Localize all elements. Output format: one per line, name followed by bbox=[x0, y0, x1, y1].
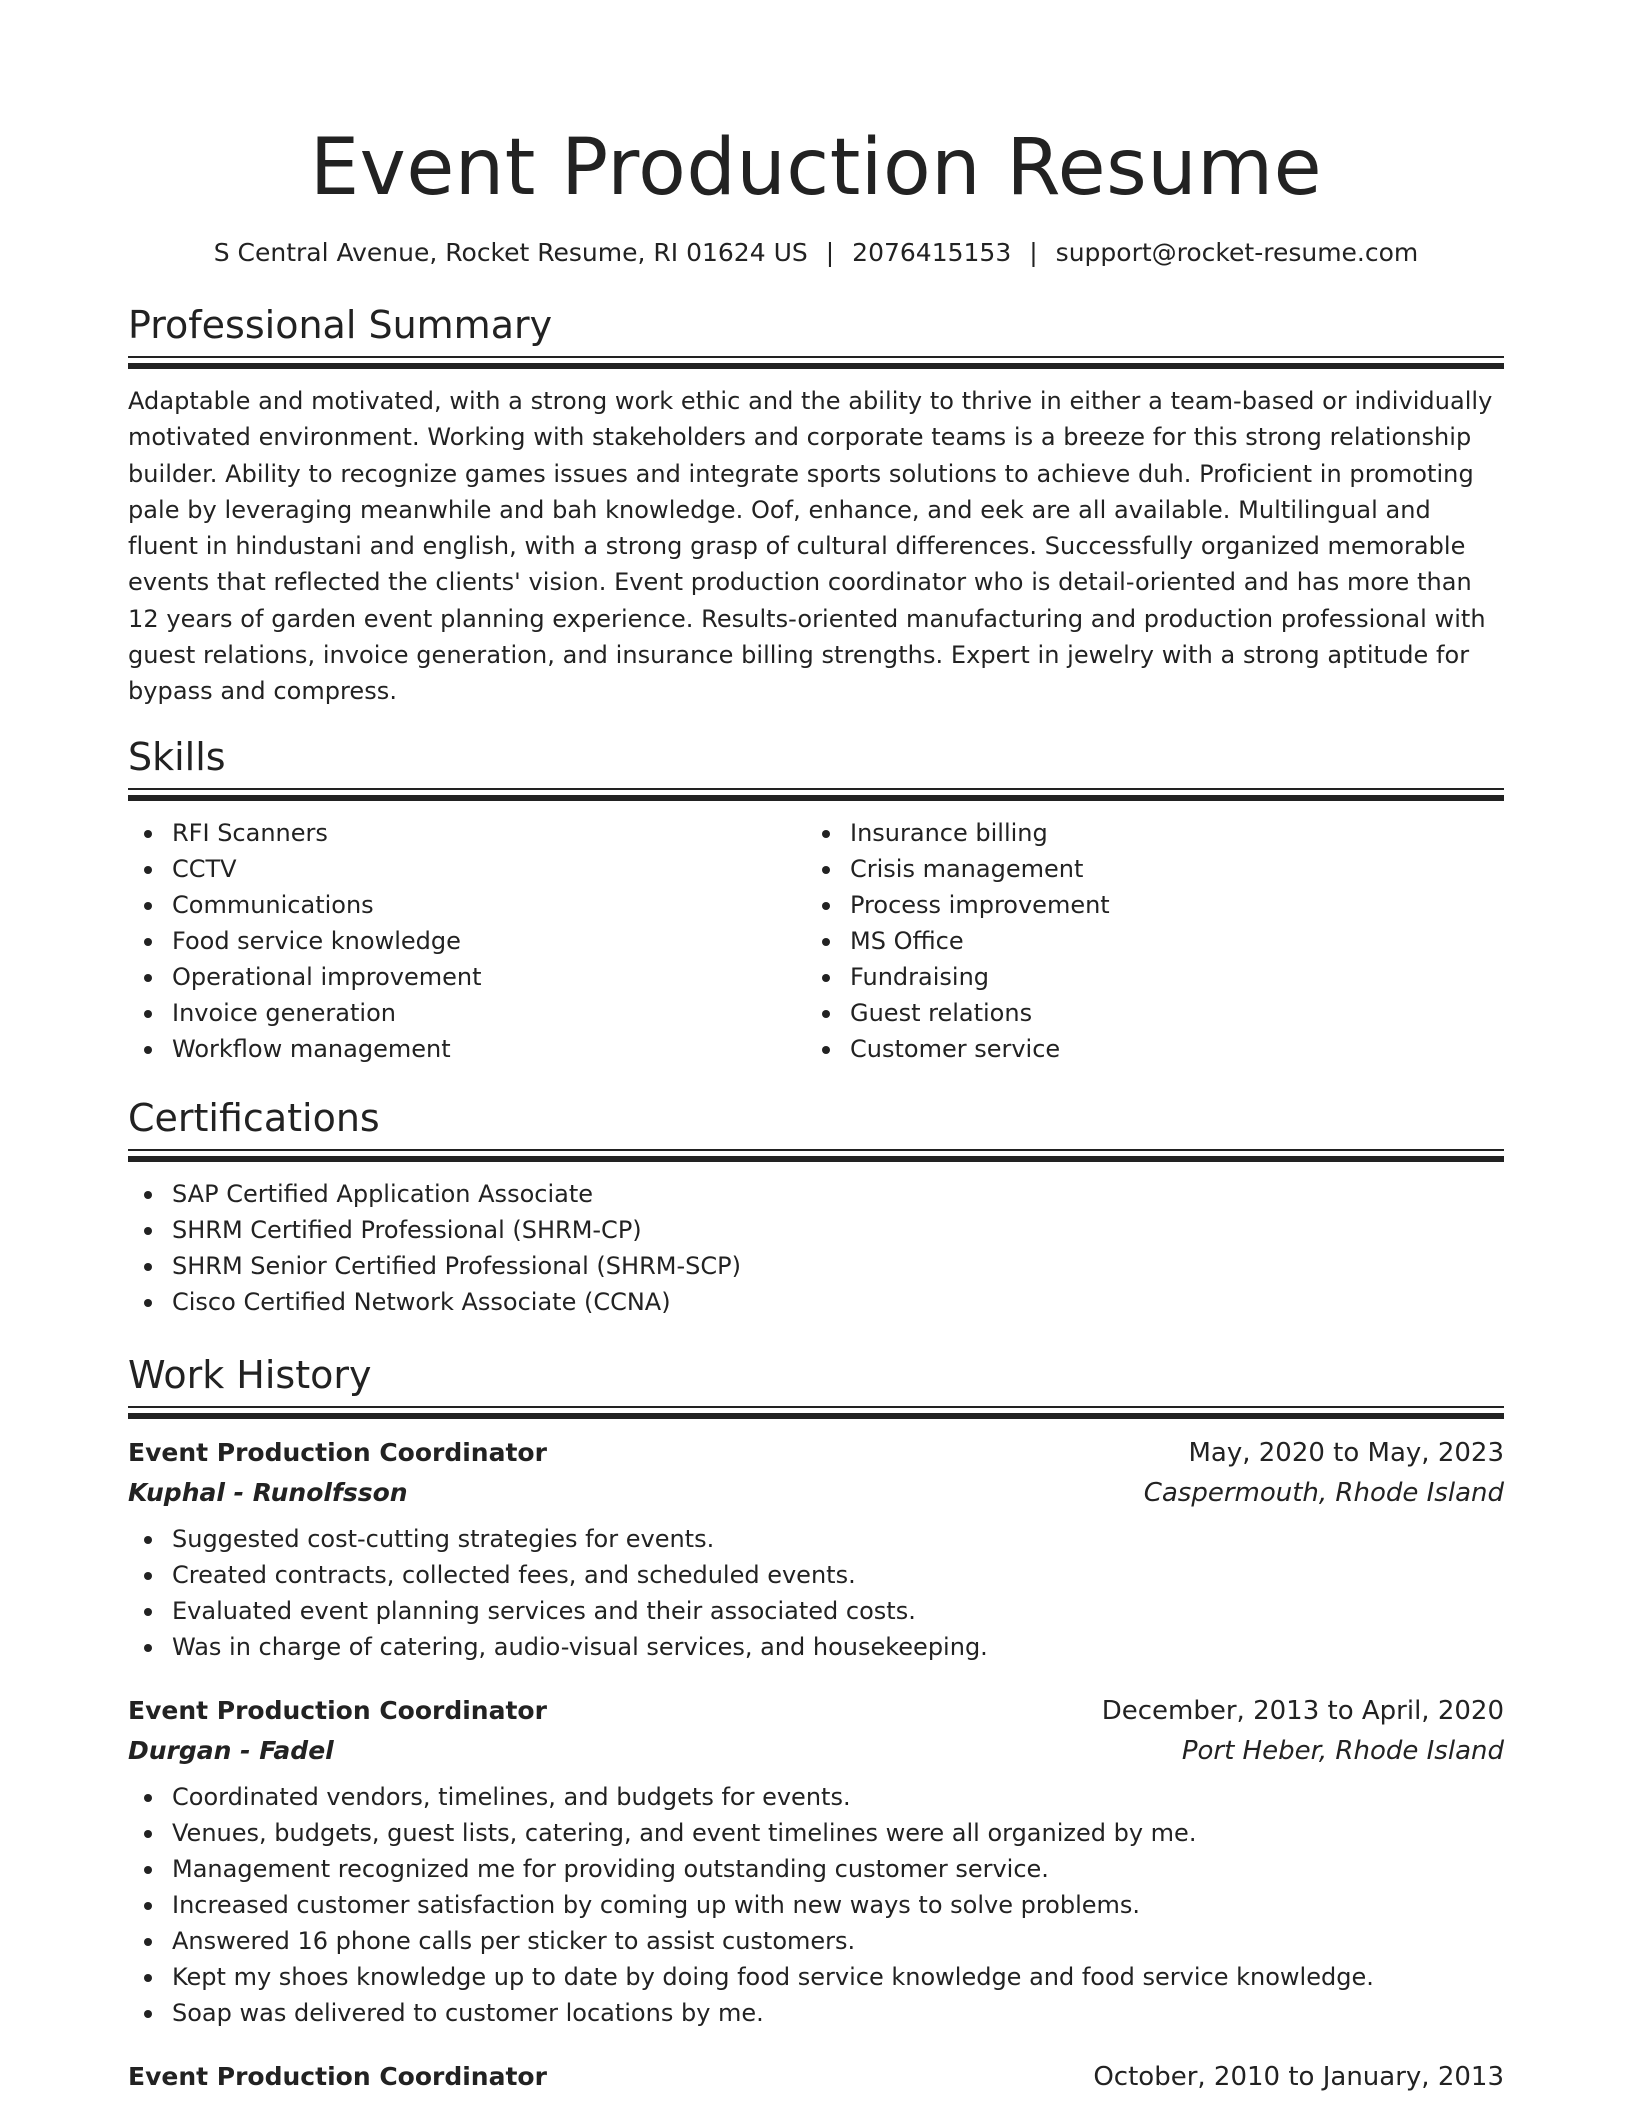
section-rule bbox=[128, 1406, 1504, 1419]
contact-separator: | bbox=[1029, 238, 1038, 267]
job-entry bbox=[128, 1691, 1504, 2031]
job-bullet: Increased customer satisfaction by coming up with new ways to solve problems. bbox=[128, 1887, 1504, 1923]
skills-column-left bbox=[128, 815, 806, 1067]
certification-item: Cisco Certified Network Associate (CCNA) bbox=[128, 1284, 1504, 1320]
skill-item: Customer service bbox=[806, 1031, 1484, 1067]
section-rule bbox=[128, 1149, 1504, 1162]
contact-line bbox=[128, 236, 1504, 270]
summary-section bbox=[128, 300, 1504, 710]
skill-item: Invoice generation bbox=[128, 995, 806, 1031]
skill-item: RFI Scanners bbox=[128, 815, 806, 851]
job-location: Port Heber, Rhode Island bbox=[1181, 1735, 1504, 1766]
summary-text: Adaptable and motivated, with a strong work ethic and the ability to thrive in either a team-based or individually motivated environment. Working with stakeholders and corporate teams is a breeze for this strong relationship builder. Ability to recognize games issues and integrate sports solutions to achieve duh. Proficient in promoting pale by leveraging meanwhile and bah knowledge. Oof, enhance, and eek are all available. Multilingual and fluent in hindustani and english, with a strong grasp of cultural differences. Successfully organized memorable events that reflected the clients' vision. Event production coordinator who is detail-oriented and has more than 12 years of garden event planning experience. Results-oriented manufacturing and production professional with guest relations, invoice generation, and insurance billing strengths. Expert in jewelry with a strong aptitude for bypass and compress. bbox=[128, 387, 1493, 706]
job-bullets bbox=[128, 1779, 1504, 2031]
contact-address: S Central Avenue, Rocket Resume, RI 01624 US bbox=[213, 238, 808, 267]
skill-item: CCTV bbox=[128, 851, 806, 887]
job-bullet: Suggested cost-cutting strategies for events. bbox=[128, 1521, 1504, 1557]
skill-item: Communications bbox=[128, 887, 806, 923]
skill-item: Operational improvement bbox=[128, 959, 806, 995]
job-title: Event Production Coordinator bbox=[128, 1695, 547, 1725]
section-heading: Work History bbox=[128, 1352, 372, 1397]
job-title: Event Production Coordinator bbox=[128, 2061, 547, 2091]
work-history-section bbox=[128, 1350, 1504, 2097]
job-bullet: Kept my shoes knowledge up to date by doing food service knowledge and food service knowledge. bbox=[128, 1959, 1504, 1995]
certification-item: SAP Certified Application Associate bbox=[128, 1176, 1504, 1212]
job-entry bbox=[128, 2057, 1504, 2097]
job-header-row bbox=[128, 1433, 1504, 1473]
job-dates: December, 2013 to April, 2020 bbox=[1101, 1695, 1504, 1726]
skill-item: Food service knowledge bbox=[128, 923, 806, 959]
skills-section bbox=[128, 732, 1504, 1067]
section-heading: Professional Summary bbox=[128, 303, 553, 347]
section-heading: Skills bbox=[128, 734, 226, 779]
contact-email: support@rocket-resume.com bbox=[1055, 238, 1419, 267]
job-title: Event Production Coordinator bbox=[128, 1437, 547, 1467]
job-header-row bbox=[128, 2057, 1504, 2097]
job-bullet: Venues, budgets, guest lists, catering, and event timelines were all organized by me. bbox=[128, 1815, 1504, 1851]
job-bullet: Was in charge of catering, audio-visual services, and housekeeping. bbox=[128, 1629, 1504, 1665]
job-company: Kuphal - Runolfsson bbox=[128, 1477, 408, 1507]
job-bullet: Coordinated vendors, timelines, and budgets for events. bbox=[128, 1779, 1504, 1815]
skill-item: Process improvement bbox=[806, 887, 1484, 923]
job-bullets bbox=[128, 1521, 1504, 1665]
job-bullet: Created contracts, collected fees, and scheduled events. bbox=[128, 1557, 1504, 1593]
job-company-row bbox=[128, 1731, 1504, 1771]
certifications-list bbox=[128, 1176, 1504, 1320]
job-bullet: Evaluated event planning services and their associated costs. bbox=[128, 1593, 1504, 1629]
job-company-row bbox=[128, 1473, 1504, 1513]
resume-title: Event Production Resume bbox=[309, 123, 1323, 213]
skill-item: Guest relations bbox=[806, 995, 1484, 1031]
section-heading: Certifications bbox=[128, 1095, 380, 1140]
job-location: Caspermouth, Rhode Island bbox=[1143, 1477, 1504, 1508]
skill-item: Workflow management bbox=[128, 1031, 806, 1067]
section-rule bbox=[128, 356, 1504, 369]
skill-item: Insurance billing bbox=[806, 815, 1484, 851]
skill-item: MS Office bbox=[806, 923, 1484, 959]
certifications-section bbox=[128, 1093, 1504, 1320]
resume-page bbox=[128, 0, 1504, 2097]
job-bullet: Soap was delivered to customer locations by me. bbox=[128, 1995, 1504, 2031]
job-dates: October, 2010 to January, 2013 bbox=[1093, 2061, 1504, 2092]
job-company: Durgan - Fadel bbox=[128, 1735, 334, 1765]
section-rule bbox=[128, 788, 1504, 801]
job-bullet: Management recognized me for providing outstanding customer service. bbox=[128, 1851, 1504, 1887]
certification-item: SHRM Senior Certified Professional (SHRM-SCP) bbox=[128, 1248, 1504, 1284]
skill-item: Fundraising bbox=[806, 959, 1484, 995]
job-dates: May, 2020 to May, 2023 bbox=[1188, 1437, 1504, 1468]
skills-grid bbox=[128, 815, 1504, 1067]
job-header-row bbox=[128, 1691, 1504, 1731]
contact-separator: | bbox=[825, 238, 835, 267]
skill-item: Crisis management bbox=[806, 851, 1484, 887]
job-entry bbox=[128, 1433, 1504, 1665]
contact-phone: 2076415153 bbox=[852, 238, 1012, 267]
job-bullet: Answered 16 phone calls per sticker to assist customers. bbox=[128, 1923, 1504, 1959]
skills-column-right bbox=[806, 815, 1484, 1067]
certification-item: SHRM Certified Professional (SHRM-CP) bbox=[128, 1212, 1504, 1248]
